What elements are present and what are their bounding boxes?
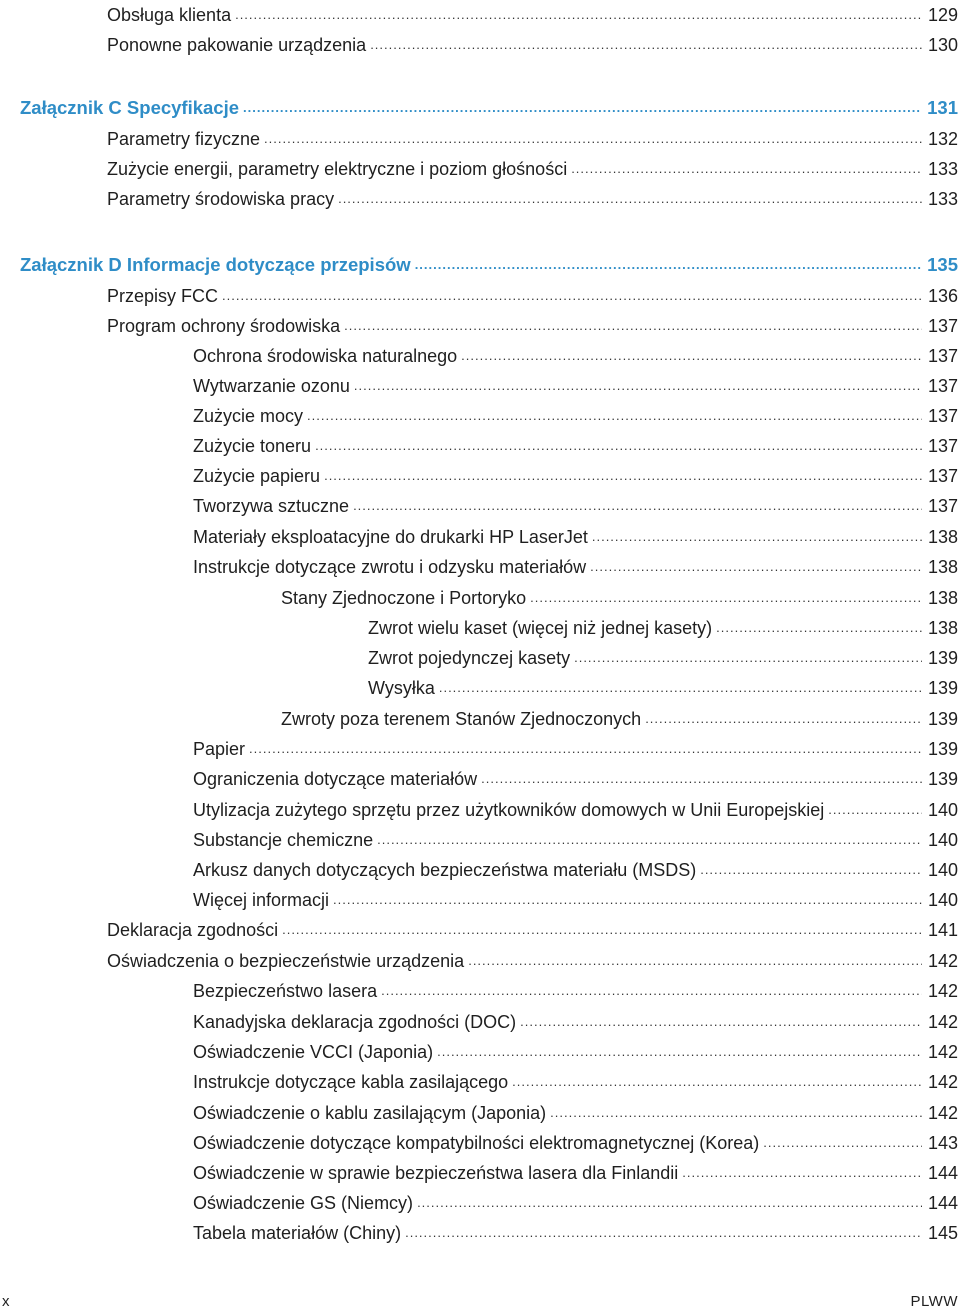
toc-entry-page: 129 — [927, 5, 958, 25]
toc-entry-page: 137 — [927, 466, 958, 486]
toc-entry-page: 139 — [927, 648, 958, 668]
dot-leader — [461, 347, 922, 365]
toc-entry-title: Ograniczenia dotyczące materiałów — [193, 769, 478, 789]
toc-chapter-entry[interactable] — [20, 93, 958, 119]
dot-leader — [324, 467, 922, 485]
toc-entry-title: Utylizacja zużytego sprzętu przez użytkowników domowych w Unii Europejskiej — [193, 800, 825, 820]
toc-entry-page: 142 — [927, 1072, 958, 1092]
toc-entry[interactable] — [193, 825, 958, 851]
toc-entry-page: 141 — [927, 920, 958, 940]
dot-leader — [645, 710, 922, 728]
dot-leader — [437, 1043, 922, 1061]
toc-entry[interactable] — [193, 1218, 958, 1244]
toc-entry[interactable] — [193, 401, 958, 427]
toc-entry[interactable] — [193, 552, 958, 578]
toc-entry[interactable] — [368, 613, 958, 639]
toc-entry[interactable] — [193, 1098, 958, 1124]
toc-entry-title: Parametry środowiska pracy — [107, 189, 335, 209]
toc-entry[interactable] — [193, 1188, 958, 1214]
toc-entry-title: Oświadczenie o kablu zasilającym (Japonia) — [193, 1103, 547, 1123]
dot-leader — [512, 1073, 922, 1091]
toc-entry-title: Substancje chemiczne — [193, 830, 374, 850]
dot-leader — [700, 861, 922, 879]
toc-entry-page: 130 — [927, 35, 958, 55]
toc-entry-page: 142 — [927, 1012, 958, 1032]
toc-entry-title: Oświadczenie dotyczące kompatybilności elektromagnetycznej (Korea) — [193, 1133, 760, 1153]
toc-entry-page: 142 — [927, 981, 958, 1001]
toc-entry-page: 142 — [927, 951, 958, 971]
dot-leader — [282, 921, 922, 939]
toc-entry-title: Stany Zjednoczone i Portoryko — [281, 588, 527, 608]
toc-entry[interactable] — [368, 673, 958, 699]
toc-entry-page: 139 — [927, 709, 958, 729]
toc-entry[interactable] — [193, 461, 958, 487]
toc-entry[interactable] — [193, 855, 958, 881]
dot-leader — [763, 1134, 922, 1152]
toc-entry-title: Zwrot wielu kaset (więcej niż jednej kasety) — [368, 618, 713, 638]
toc-entry[interactable] — [193, 371, 958, 397]
toc-entry-title: Program ochrony środowiska — [107, 316, 341, 336]
toc-entry-page: 144 — [927, 1163, 958, 1183]
toc-entry-title: Wysyłka — [368, 678, 435, 698]
toc-entry-page: 144 — [927, 1193, 958, 1213]
dot-leader — [405, 1224, 922, 1242]
toc-entry-title: Zużycie energii, parametry elektryczne i poziom głośności — [107, 159, 568, 179]
toc-entry-page: 131 — [927, 97, 958, 118]
toc-entry-page: 142 — [927, 1103, 958, 1123]
dot-leader — [481, 770, 922, 788]
toc-entry-title: Przepisy FCC — [107, 286, 219, 306]
toc-entry-page: 140 — [927, 830, 958, 850]
toc-entry[interactable] — [107, 311, 958, 337]
dot-leader — [222, 287, 922, 305]
toc-entry-title: Wytwarzanie ozonu — [193, 376, 350, 396]
toc-entry-title: Załącznik C Specyfikacje — [20, 97, 240, 118]
toc-entry-page: 142 — [927, 1042, 958, 1062]
dot-leader — [353, 497, 922, 515]
dot-leader — [377, 831, 922, 849]
toc-entry-page: 137 — [927, 376, 958, 396]
dot-leader — [520, 1013, 922, 1031]
toc-entry-title: Materiały eksploatacyjne do drukarki HP LaserJet — [193, 527, 588, 547]
toc-entry-title: Parametry fizyczne — [107, 129, 261, 149]
toc-entry[interactable] — [193, 1007, 958, 1033]
dot-leader — [415, 256, 921, 274]
toc-entry-title: Zwroty poza terenem Stanów Zjednoczonych — [281, 709, 642, 729]
toc-entry[interactable] — [107, 124, 958, 150]
dot-leader — [235, 6, 922, 24]
toc-entry-title: Bezpieczeństwo lasera — [193, 981, 378, 1001]
toc-entry-title: Obsługa klienta — [107, 5, 232, 25]
toc-entry-page: 137 — [927, 436, 958, 456]
dot-leader — [381, 982, 922, 1000]
toc-entry-title: Instrukcje dotyczące zwrotu i odzysku materiałów — [193, 557, 587, 577]
toc-entry-page: 133 — [927, 189, 958, 209]
dot-leader — [439, 679, 922, 697]
toc-entry-page: 138 — [927, 557, 958, 577]
toc-entry[interactable] — [193, 1067, 958, 1093]
dot-leader — [354, 377, 922, 395]
toc-entry[interactable] — [193, 734, 958, 760]
dot-leader — [574, 649, 922, 667]
dot-leader — [682, 1164, 922, 1182]
toc-entry[interactable] — [193, 885, 958, 911]
toc-entry-title: Ochrona środowiska naturalnego — [193, 346, 458, 366]
toc-entry-page: 138 — [927, 527, 958, 547]
toc-entry[interactable] — [107, 184, 958, 210]
toc-entry[interactable] — [281, 704, 958, 730]
dot-leader — [417, 1194, 922, 1212]
toc-entry[interactable] — [193, 795, 958, 821]
dot-leader — [716, 619, 922, 637]
toc-entry[interactable] — [193, 1037, 958, 1063]
toc-entry[interactable] — [193, 764, 958, 790]
toc-entry-page: 137 — [927, 316, 958, 336]
toc-entry[interactable] — [368, 643, 958, 669]
dot-leader — [468, 952, 922, 970]
toc-entry-title: Załącznik D Informacje dotyczące przepisów — [20, 254, 411, 275]
toc-entry[interactable] — [193, 431, 958, 457]
dot-leader — [550, 1104, 922, 1122]
toc-entry-title: Zużycie toneru — [193, 436, 312, 456]
dot-leader — [592, 528, 922, 546]
toc-entry-title: Instrukcje dotyczące kabla zasilającego — [193, 1072, 509, 1092]
dot-leader — [307, 407, 922, 425]
toc-entry[interactable] — [107, 281, 958, 307]
dot-leader — [590, 558, 922, 576]
dot-leader — [243, 99, 921, 117]
toc-entry[interactable] — [281, 583, 958, 609]
toc-chapter-entry[interactable] — [20, 250, 958, 276]
dot-leader — [370, 36, 922, 54]
toc-entry-page: 138 — [927, 618, 958, 638]
toc-entry-page: 137 — [927, 496, 958, 516]
dot-leader — [315, 437, 922, 455]
toc-entry-title: Zużycie mocy — [193, 406, 304, 426]
toc-entry-title: Deklaracja zgodności — [107, 920, 279, 940]
dot-leader — [338, 190, 922, 208]
toc-entry[interactable] — [193, 341, 958, 367]
footer-page-number: x — [2, 1293, 10, 1310]
dot-leader — [344, 317, 922, 335]
toc-entry-page: 136 — [927, 286, 958, 306]
toc-entry-page: 139 — [927, 739, 958, 759]
toc-entry[interactable] — [193, 976, 958, 1002]
toc-entry-page: 135 — [927, 254, 958, 275]
toc-entry-title: Zwrot pojedynczej kasety — [368, 648, 571, 668]
toc-entry-title: Oświadczenie VCCI (Japonia) — [193, 1042, 434, 1062]
toc-entry-title: Oświadczenia o bezpieczeństwie urządzenia — [107, 951, 465, 971]
dot-leader — [249, 740, 922, 758]
dot-leader — [333, 891, 922, 909]
toc-entry-title: Papier — [193, 739, 246, 759]
toc-entry-title: Kanadyjska deklaracja zgodności (DOC) — [193, 1012, 517, 1032]
toc-entry[interactable] — [107, 946, 958, 972]
toc-entry[interactable] — [193, 522, 958, 548]
toc-entry-page: 137 — [927, 406, 958, 426]
dot-leader — [530, 589, 922, 607]
toc-entry[interactable] — [193, 1158, 958, 1184]
toc-entry-page: 133 — [927, 159, 958, 179]
toc-entry-page: 139 — [927, 678, 958, 698]
toc-entry-title: Zużycie papieru — [193, 466, 321, 486]
toc-entry[interactable] — [107, 30, 958, 56]
toc-entry[interactable] — [107, 154, 958, 180]
toc-entry-title: Więcej informacji — [193, 890, 330, 910]
toc-entry-title: Oświadczenie GS (Niemcy) — [193, 1193, 414, 1213]
toc-entry[interactable] — [107, 915, 958, 941]
toc-entry-page: 140 — [927, 860, 958, 880]
toc-entry-title: Oświadczenie w sprawie bezpieczeństwa lasera dla Finlandii — [193, 1163, 679, 1183]
toc-entry-page: 140 — [927, 890, 958, 910]
toc-entry-page: 132 — [927, 129, 958, 149]
toc-entry[interactable] — [107, 0, 958, 26]
footer-doc-code: PLWW — [910, 1293, 958, 1310]
toc-entry-title: Tworzywa sztuczne — [193, 496, 350, 516]
dot-leader — [264, 130, 922, 148]
toc-entry-page: 138 — [927, 588, 958, 608]
toc-entry-page: 139 — [927, 769, 958, 789]
toc-entry-page: 137 — [927, 346, 958, 366]
toc-entry[interactable] — [193, 491, 958, 517]
toc-entry-page: 145 — [927, 1223, 958, 1243]
toc-entry-title: Arkusz danych dotyczących bezpieczeństwa materiału (MSDS) — [193, 860, 697, 880]
toc-entry-page: 143 — [927, 1133, 958, 1153]
toc-entry-page: 140 — [927, 800, 958, 820]
toc-entry-title: Tabela materiałów (Chiny) — [193, 1223, 402, 1243]
dot-leader — [828, 801, 922, 819]
toc-entry-title: Ponowne pakowanie urządzenia — [107, 35, 367, 55]
dot-leader — [571, 160, 922, 178]
toc-entry[interactable] — [193, 1128, 958, 1154]
